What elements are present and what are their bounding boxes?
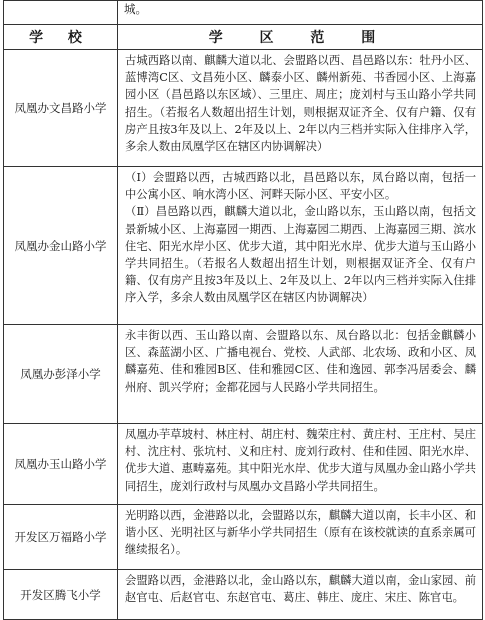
school-name: 开发区万福路小学 (4, 505, 118, 570)
header-row (4, 25, 483, 50)
school-name: 凤凰办金山路小学 (4, 167, 118, 325)
district-paragraph: （Ⅰ）会盟路以西，古城西路以北，昌邑路以东，凤台路以南，包括一中公寓小区、响水湾小区、河畔天际小区、平安小区。 (125, 171, 476, 202)
continuation-row (4, 1, 483, 25)
district-description (118, 570, 483, 620)
district-description (118, 325, 483, 424)
header-district: 学 区 范 围 (118, 25, 483, 50)
district-description (118, 505, 483, 570)
header-school: 学 校 (4, 25, 118, 50)
district-paragraph: （Ⅱ）昌邑路以西，麒麟大道以北，金山路以东，玉山路以南，包括文景新城小区、上海嘉园一期西、上海嘉园二期西、上海嘉园三期、滨水住宅、阳光水岸小区、优步大道，其中阳光水岸、优步大道与玉山路小学共同招生。（若报名人数超出招生计划，则根据双证齐全、仅有户籍、仅有房产且按3年及以上、2年及以上、2年以内三档并实际入住排序入学，多余人数由凤凰学区在辖区内协调解决） (125, 205, 476, 305)
table-row (4, 167, 483, 325)
district-paragraph: 永丰街以西、玉山路以南、会盟路以东、凤台路以北：包括金麒麟小区、森蓝湖小区、广播电视台、党校、人武部、北农场、政和小区、凤麟嘉苑、佳和雅园B区、佳和雅园C区、佳和逸园、郭李冯居委会、麟州府、凯兴学府；金都花园与人民路小学共同招生。 (125, 329, 476, 394)
district-paragraph: 光明路以西，金港路以北，会盟路以东，麒麟大道以南，长丰小区、和谐小区、光明社区与新华小学共同招生（原有在该校就读的直系亲属可继续报名）。 (125, 509, 476, 557)
district-description (118, 50, 483, 167)
district-description (118, 424, 483, 505)
district-paragraph: 古城西路以南、麒麟大道以北、会盟路以西、昌邑路以东：牡丹小区、蓝博湾C区、文昌苑小区、麟泰小区、麟州新苑、书香园小区、上海嘉园小区（昌邑路以东区域）、三里庄、周庄；庞刘村与玉山路小学共同招生。（若报名人数超出招生计划，则根据双证齐全、仅有户籍、仅有房产且按3年及以上、2年及以上、2年以内三档并实际入住排序入学，多余人数由凤凰学区在辖区内协调解决） (125, 54, 476, 154)
table-row (4, 325, 483, 424)
district-paragraph: 凤凰办芋草坡村、林庄村、胡庄村、魏荣庄村、黄庄村、王庄村、吴庄村、沈庄村、张坑村、义和庄村、庞刘行政村、佳和佳园、阳光水岸、优步大道、惠畴嘉苑。其中阳光水岸、优步大道与凤凰办金山路小学共同招生，庞刘行政村与凤凰办文昌路小学共同招生。 (125, 428, 476, 493)
school-name: 凤凰办玉山路小学 (4, 424, 118, 505)
table-row (4, 50, 483, 167)
table-row (4, 570, 483, 620)
table-row (4, 505, 483, 570)
district-paragraph: 会盟路以西，金港路以北，金山路以东，麒麟大道以南，金山家园、前赵官屯、后赵官屯、东赵官屯、葛庄、韩庄、庞庄、宋庄、陈官屯。 (125, 574, 476, 605)
district-description (118, 167, 483, 325)
school-name: 凤凰办彭泽小学 (4, 325, 118, 424)
school-name: 开发区腾飞小学 (4, 570, 118, 620)
school-district-table (3, 0, 483, 620)
continuation-text: 城。 (118, 1, 483, 25)
table-row (4, 424, 483, 505)
continuation-empty-cell (4, 1, 118, 25)
school-name: 凤凰办文昌路小学 (4, 50, 118, 167)
